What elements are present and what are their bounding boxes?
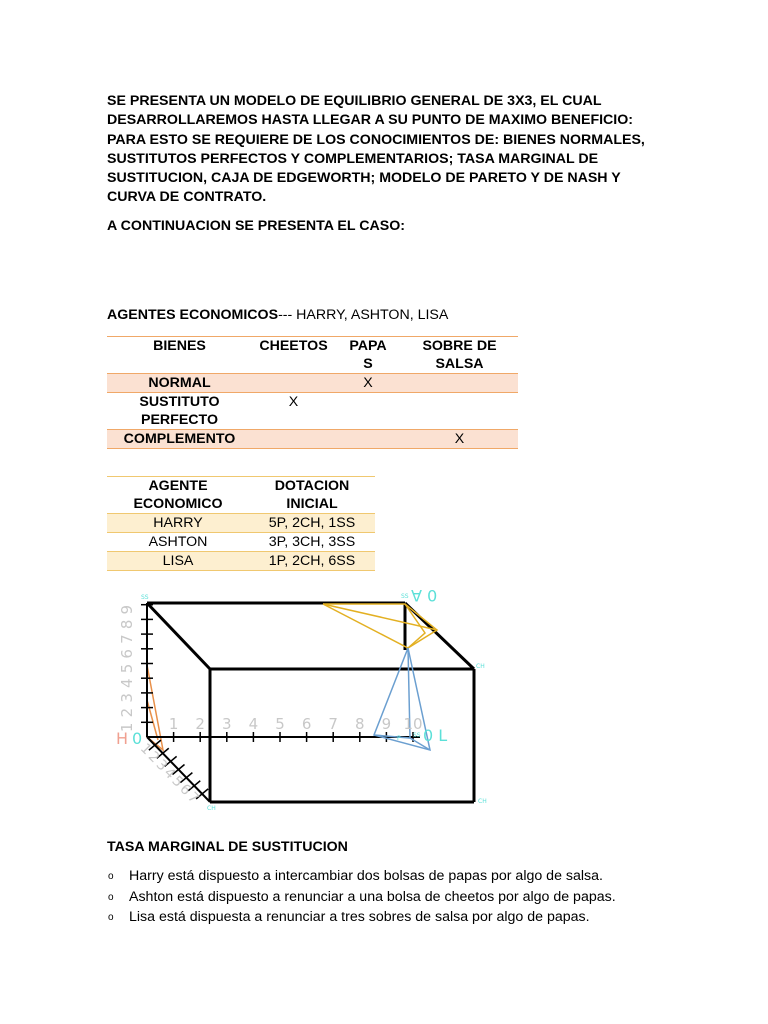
z-axis-tick-label: 1 — [136, 740, 155, 759]
table-row — [107, 514, 375, 533]
z-axis-tick-label: 7 — [184, 789, 202, 807]
x-axis-tick-label: 2 — [195, 715, 205, 733]
goods-row-name: COMPLEMENTO — [123, 431, 236, 447]
y-axis-tick-label: 7 — [118, 634, 136, 644]
goods-cell-salsa: X — [454, 431, 465, 447]
y-tick-labels — [118, 605, 136, 732]
goods-row-name: NORMAL — [148, 375, 211, 391]
goods-cell-papas — [335, 393, 401, 430]
y-axis-tick-label: 2 — [118, 707, 136, 718]
bullet-icon: o — [108, 891, 114, 903]
goods-cell-salsa — [401, 393, 518, 430]
agents-names: --- HARRY, ASHTON, LISA — [278, 307, 449, 323]
agents-label: AGENTES ECONOMICOS — [107, 307, 279, 323]
endowment-agent: HARRY — [153, 515, 203, 531]
tms-item-text: Lisa está dispuesta a renunciar a tres sobres de salsa por algo de papas. — [129, 909, 590, 925]
x-axis-tick-label: 3 — [222, 715, 232, 733]
goods-cell-cheetos — [252, 430, 335, 449]
goods-header-cheetos: CHEETOS — [259, 338, 328, 354]
harry-origin-zero: 0 — [132, 729, 143, 748]
goods-cell-papas: X — [363, 375, 373, 391]
intro-paragraph: SE PRESENTA UN MODELO DE EQUILIBRIO GENERAL DE 3X3, EL CUAL DESARROLLAREMOS HASTA LLEGAR A SU PUNTO DE MAXIMO BENEFICIO: PARA ESTO SE REQUIERE DE LOS CONOCIMIENTOS DE: BIENES NORMALES, SUSTITUTOS PERFECTOS Y COMPLEMENTARIOS; TASA MARGINAL DE SUSTITUCION, CAJA DE EDGEWORTH; MODELO DE PARETO Y DE NASH Y CURVA DE CONTRATO. — [107, 93, 645, 206]
table-row — [107, 393, 518, 430]
p-label-lisa: P — [397, 735, 401, 742]
endowment-value: 5P, 2CH, 1SS — [268, 515, 356, 531]
goods-cell-cheetos — [252, 374, 335, 393]
x-axis-tick-label: 4 — [248, 715, 259, 733]
lisa-origin-label: 0 L — [423, 726, 448, 745]
table-row — [107, 533, 375, 552]
endowment-agent: ASHTON — [148, 534, 208, 550]
y-axis-tick-label: 4 — [118, 678, 136, 688]
endowment-header-dotacion: DOTACION INICIAL — [274, 478, 350, 512]
endowment-value: 3P, 3CH, 3SS — [268, 534, 356, 550]
table-row — [107, 374, 518, 393]
ss-label-top: SS — [141, 594, 149, 601]
bullet-icon: o — [108, 912, 114, 923]
ch-label-lisa: CH — [478, 798, 487, 805]
goods-header-bienes: BIENES — [153, 338, 206, 354]
tms-heading: TASA MARGINAL DE SUSTITUCION — [107, 839, 348, 855]
goods-header-salsa: SOBRE DE SALSA — [422, 338, 497, 372]
x-axis-tick-label: 7 — [328, 715, 338, 733]
ch-label-harry: CH — [207, 805, 216, 812]
y-axis-tick-label: 6 — [118, 649, 136, 659]
goods-cell-salsa — [401, 374, 518, 393]
tms-item-text: Harry está dispuesto a intercambiar dos bolsas de papas por algo de salsa. — [129, 868, 603, 884]
goods-cell-cheetos: X — [288, 394, 299, 410]
z-axis-tick-label: 3 — [152, 756, 171, 775]
list-item — [108, 907, 616, 928]
x-axis-tick-label: 10 — [403, 715, 423, 733]
x-axis-tick-label: 9 — [381, 715, 392, 733]
bullet-icon: o — [108, 871, 114, 882]
x-axis-tick-label: 1 — [168, 715, 179, 733]
list-item — [108, 887, 616, 908]
tms-item-text: Ashton está dispuesto a renunciar a una bolsa de cheetos por algo de papas. — [129, 888, 616, 905]
x-axis-tick-label: 5 — [275, 715, 285, 733]
list-item — [108, 866, 616, 887]
tms-list — [108, 866, 616, 928]
x-tick-labels — [169, 715, 423, 733]
ch-label-right: CH — [476, 663, 485, 670]
y-axis-tick-label: 3 — [118, 693, 136, 703]
agents-line — [107, 307, 448, 323]
y-axis-tick-label: 5 — [118, 663, 136, 674]
goods-table — [107, 336, 518, 449]
z-axis-tick-label: 2 — [144, 748, 163, 767]
harry-origin-label: H — [116, 729, 129, 748]
lisa-indifference-lines — [374, 648, 430, 750]
goods-row-name: SUSTITUTO PERFECTO — [139, 394, 220, 428]
ashton-indifference-lines — [323, 604, 437, 648]
endowment-header-agent: AGENTE ECONOMICO — [133, 478, 223, 512]
z-axis-tick-label: 4 — [160, 764, 179, 783]
y-axis-tick-label: 9 — [118, 604, 136, 615]
x-axis-tick-label: 6 — [301, 715, 312, 733]
goods-cell-papas — [335, 430, 401, 449]
y-axis-tick-label: 1 — [118, 722, 136, 733]
edgeworth-box-diagram — [115, 585, 500, 820]
ashton-origin-label: 0 A — [411, 586, 438, 605]
endowment-table-header — [107, 477, 375, 514]
endowment-agent: LISA — [162, 553, 194, 569]
table-row — [107, 430, 518, 449]
table-row — [107, 552, 375, 571]
z-axis-tick-label: 5 — [168, 772, 187, 791]
x-axis-tick-label: 8 — [355, 715, 365, 733]
goods-header-papas: PAPA S — [349, 338, 387, 372]
endowment-value: 1P, 2CH, 6SS — [268, 553, 356, 569]
ss-label-lisa: SS — [413, 732, 421, 739]
ss-label-ashton: SS — [401, 593, 409, 600]
y-axis-tick-label: 8 — [118, 619, 136, 630]
endowment-table — [107, 476, 375, 571]
goods-table-header — [107, 337, 518, 374]
case-heading: A CONTINUACION SE PRESENTA EL CASO: — [107, 218, 405, 234]
z-axis-tick-label: 6 — [176, 781, 194, 799]
